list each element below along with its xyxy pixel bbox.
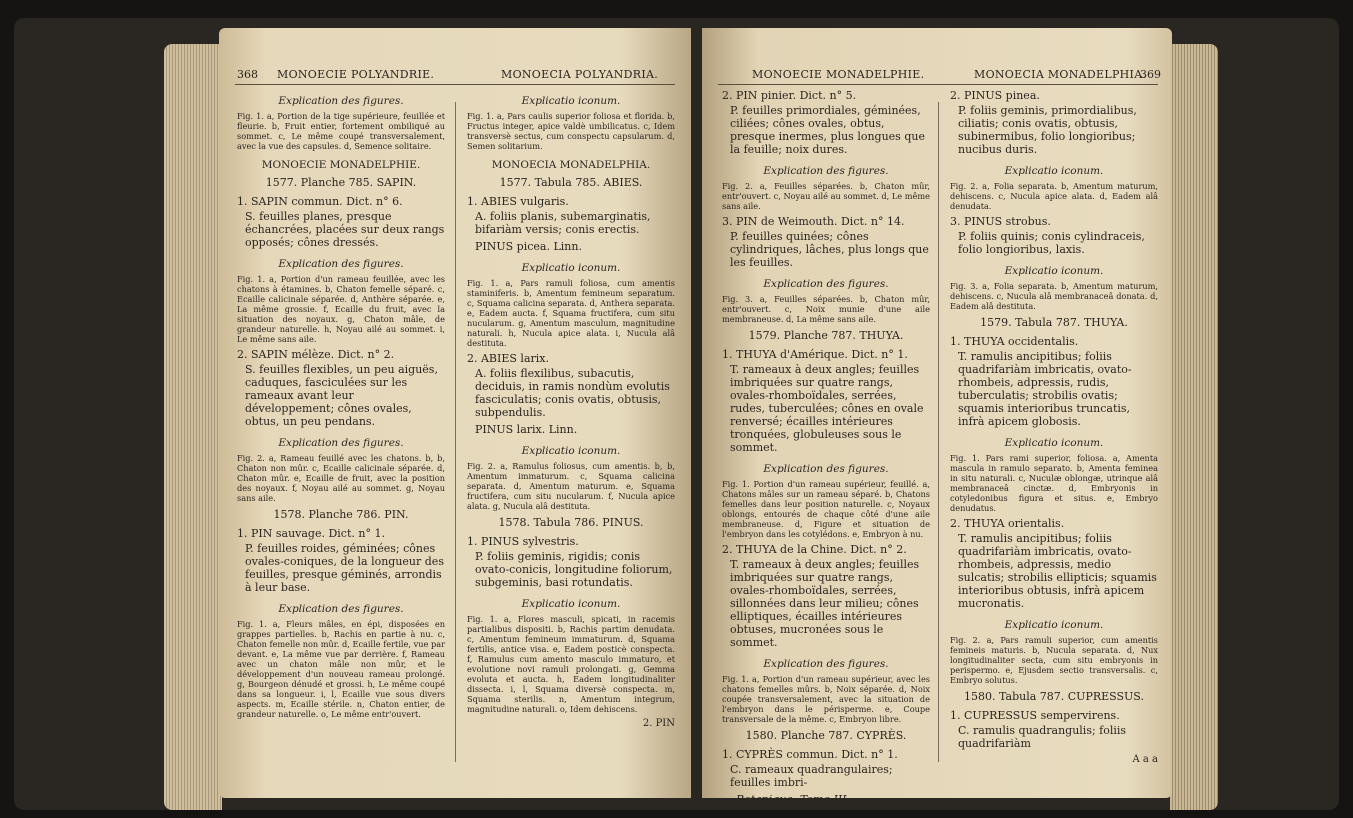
latin-column xyxy=(467,86,675,730)
entry-name: 2. PIN pinier. Dict. n° 5. xyxy=(722,89,857,102)
entry-name: 1. PINUS sylvestris. xyxy=(467,535,579,548)
synonym: PINUS larix. Linn. xyxy=(475,423,578,436)
entry-description: S. feuilles planes, presque échancrées, placées sur deux rangs opposés; cônes dressés. xyxy=(245,210,445,249)
figure-caption-heading: Explicatio iconum. xyxy=(521,445,621,457)
entry-description: C. ramulis quadrangulis; foliis quadrifariàm xyxy=(958,724,1127,750)
entry-name: 1. PIN sauvage. Dict. n° 1. xyxy=(237,527,385,540)
french-column xyxy=(722,86,930,806)
entry-description: C. rameaux quadrangulaires; feuilles imbri- xyxy=(730,763,893,789)
plate-heading: 1579. Planche 787. THUYA. xyxy=(748,329,904,342)
figure-explanation: Fig. 1. a, Pars ramuli foliosa, cum amentis staminiferis. b, Amentum femineum separatum. c, Squama calicina separata. d, Anthera separata. e, Eadem aucta. f, Squama fructifera, cum situ nucularum. g, Amentum masculum, magnitudine naturali. h, Nucula apice alata. i, Nucula alâ destituta. xyxy=(467,278,675,348)
figure-explanation: Fig. 1. a, Pars caulis superior foliosa et florida. b, Fructus integer, apice valdè umbilicatus. c, Idem transversè sectus, cum conspectu capsularum. d, Semen solitarium. xyxy=(467,111,675,151)
figure-explanation: Fig. 1. a, Portion de la tige supérieure, feuillée et fleurie. b, Fruit entier, fortement ombiliqué au sommet. c, Le même coupé transversalement, avec la vue des capsules. d, Semence solitaire. xyxy=(237,111,445,151)
figure-explanation: Fig. 1. a, Portion d'un rameau supérieur, avec les chatons femelles mûrs. b, Noix séparée. d, Noix coupée transversalement, avec la situation de l'embryon dans le périsperme. e, Coupe transversale de la même. c, Embryon libre. xyxy=(722,674,930,724)
running-header-french: MONOECIE POLYANDRIE. xyxy=(277,68,435,81)
entry-description: T. rameaux à deux angles; feuilles imbriquées sur quatre rangs, ovales-rhomboïdales, serrées, rudes, tuberculées; cônes en ovale renversé; écailles intérieures tronquées, globuleuses sous le sommet. xyxy=(730,363,924,454)
plate-heading: 1577. Tabula 785. ABIES. xyxy=(499,176,643,189)
figure-caption-heading: Explicatio iconum. xyxy=(1004,437,1104,449)
entry-description: A. foliis flexilibus, subacutis, deciduis, in ramis nondùm evolutis fasciculatis; conis ovatis, obtusis, subpendulis. xyxy=(475,367,670,419)
plate-heading: 1580. Tabula 787. CUPRESSUS. xyxy=(964,690,1144,703)
entry-description: P. foliis geminis, primordialibus, ciliatis; conis ovatis, obtusis, subinermibus, folio longioribus; nucibus duris. xyxy=(958,104,1137,156)
plate-heading: 1577. Planche 785. SAPIN. xyxy=(265,176,417,189)
figure-explanation: Fig. 1. Portion d'un rameau supérieur, feuillé. a, Chatons mâles sur un rameau séparé. b, Chatons femelles dans leur position naturelle. c, Noyaux oblongs, entourés de chaque côté d'une aile membraneuse. d, Figure et situation de l'embryon dans les cotylédons. e, Embryon à nu. xyxy=(722,479,930,539)
entry-description: P. foliis geminis, rigidis; conis ovato-conicis, longitudine foliorum, subgeminis, basi rotundatis. xyxy=(475,550,673,589)
figure-explanation: Fig. 2. a, Ramulus foliosus, cum amentis. b, b, Amentum immaturum. c, Squama calicina separata. d, Amentum maturum. e, Squama fructifera, cum situ nucularum. f, Nucula apice alata. g, Nucula alâ destituta. xyxy=(467,461,675,511)
entry-description: P. feuilles quinées; cônes cylindriques, lâches, plus longs que les feuilles. xyxy=(730,230,929,269)
entry-name: 2. ABIES larix. xyxy=(467,352,549,365)
column-divider xyxy=(938,102,939,762)
header-rule xyxy=(235,84,675,85)
page-number: 369 xyxy=(1140,68,1161,81)
figure-caption-heading: Explication des figures. xyxy=(763,463,889,475)
right-page-edges xyxy=(1170,44,1218,810)
figure-explanation: Fig. 2. a, Pars ramuli superior, cum amentis femineis maturis. b, Nucula separata. d, Nux longitudinaliter secta, cum situ embryonis in perispermo. e, Ejusdem sectio transversalis. c, Embryo solutus. xyxy=(950,635,1158,685)
running-header-latin: MONOECIA MONADELPHIA. xyxy=(974,68,1147,81)
figure-explanation: Fig. 1. a, Fleurs mâles, en épi, disposées en grappes partielles. b, Rachis en partie à nu. c, Chaton femelle non mûr. d, Ecaille fertile, vue par devant. e, La même vue par derrière. f, Rameau avec un chaton mâle non mûr, et le développement d'un nouveau rameau prolongé. g, Bourgeon dénudé et grossi. h, Le même coupé dans sa longueur. i, l, Ecaille vue sous divers aspects. m, Ecaille stérile. n, Chaton entier, de grandeur naturelle. o, Le même entr'ouvert. xyxy=(237,619,445,719)
entry-name: 2. SAPIN mélèze. Dict. n° 2. xyxy=(237,348,395,361)
figure-caption-heading: Explicatio iconum. xyxy=(1004,265,1104,277)
page-number: 368 xyxy=(237,68,258,81)
entry-description: S. feuilles flexibles, un peu aiguës, caduques, fasciculées sur les rameaux avant leur développement; cônes ovales, obtus, un peu pendans. xyxy=(245,363,438,428)
figure-explanation: Fig. 1. Pars rami superior, foliosa. a, Amenta mascula in ramulo separato. b, Amenta feminea in situ naturali. c, Nuculæ oblongæ, utrinque alâ membranaceâ cinctæ. d, Embryonis in cotyledonibus figura et situs. e, Embryo denudatus. xyxy=(950,453,1158,513)
footer-volume: Botanique. Tome III. xyxy=(736,793,850,806)
entry-name: 3. PIN de Weimouth. Dict. n° 14. xyxy=(722,215,905,228)
section-heading: MONOECIE MONADELPHIE. xyxy=(261,159,421,171)
running-header-french: MONOECIE MONADELPHIE. xyxy=(752,68,925,81)
french-column xyxy=(237,86,445,723)
latin-column xyxy=(950,86,1158,766)
entry-description: T. ramulis ancipitibus; foliis quadrifariàm imbricatis, ovato-rhombeis, adpressis, medio sulcatis; strobilis ellipticis; squamis interioribus obtusis, infrà apicem mucronatis. xyxy=(958,532,1157,610)
right-page xyxy=(702,28,1172,806)
entry-name: 1. THUYA occidentalis. xyxy=(950,335,1079,348)
figure-caption-heading: Explication des figures. xyxy=(763,658,889,670)
figure-caption-heading: Explication des figures. xyxy=(278,603,404,615)
running-header-latin: MONOECIA POLYANDRIA. xyxy=(501,68,659,81)
left-page xyxy=(219,28,691,798)
entry-name: 3. PINUS strobus. xyxy=(950,215,1051,228)
figure-caption-heading: Explication des figures. xyxy=(278,95,404,107)
figure-explanation: Fig. 1. a, Flores masculi, spicati, in racemis partialibus dispositi. b, Rachis partim denudata. c, Amentum femineum immaturum. d, Squama fertilis, antice visa. e, Eadem posticè conspecta. f, Ramulus cum amento masculo immaturo, et evolutione novi ramuli prolongati. g, Gemma evoluta et aucta. h, Eadem longitudinaliter dissecta. i, l, Squama diversè conspecta. m, Squama sterilis. n, Amentum integrum, magnitudine naturali. o, Idem dehiscens. xyxy=(467,614,675,714)
figure-caption-heading: Explication des figures. xyxy=(278,437,404,449)
header-rule xyxy=(718,84,1158,85)
figure-explanation: Fig. 2. a, Rameau feuillé avec les chatons. b, b, Chaton non mûr. c, Ecaille calicinale séparée. d, Chaton mûr. e, Ecaille de fruit, avec la position des noyaux. f, Noyau ailé au sommet. g, Noyau sans aile. xyxy=(237,453,445,503)
figure-caption-heading: Explicatio iconum. xyxy=(1004,165,1104,177)
entry-name: 2. THUYA de la Chine. Dict. n° 2. xyxy=(722,543,907,556)
plate-heading: 1579. Tabula 787. THUYA. xyxy=(980,316,1128,329)
catchword: 2. PIN xyxy=(642,718,675,729)
entry-name: 1. CUPRESSUS sempervirens. xyxy=(950,709,1120,722)
figure-explanation: Fig. 2. a, Feuilles séparées. b, Chaton mûr, entr'ouvert. c, Noyau ailé au sommet. d, Le même sans aile. xyxy=(722,181,930,211)
figure-caption-heading: Explication des figures. xyxy=(763,278,889,290)
plate-heading: 1580. Planche 787. CYPRÈS. xyxy=(745,729,907,742)
entry-name: 1. THUYA d'Amérique. Dict. n° 1. xyxy=(722,348,908,361)
figure-caption-heading: Explicatio iconum. xyxy=(521,262,621,274)
figure-caption-heading: Explication des figures. xyxy=(763,165,889,177)
entry-name: 1. SAPIN commun. Dict. n° 6. xyxy=(237,195,403,208)
entry-description: T. ramulis ancipitibus; foliis quadrifariàm imbricatis, ovato-rhombeis, adpressis, rudis, tuberculatis; strobilis ovatis; squamis interioribus truncatis, infrà apicem globosis. xyxy=(958,350,1132,428)
entry-description: P. feuilles primordiales, géminées, ciliées; cônes ovales, obtus, presque inermes, plus longues que la feuille; noix dures. xyxy=(730,104,925,156)
entry-description: P. feuilles roides, géminées; cônes ovales-coniques, de la longueur des feuilles, presque géminés, arrondis à leur base. xyxy=(245,542,444,594)
synonym: PINUS picea. Linn. xyxy=(475,240,582,253)
entry-name: 2. PINUS pinea. xyxy=(950,89,1040,102)
section-heading: MONOECIA MONADELPHIA. xyxy=(491,159,651,171)
figure-explanation: Fig. 1. a, Portion d'un rameau feuillée, avec les chatons à étamines. b, Chaton femelle séparé. c, Ecaille calicinale séparée. d, Anthère séparée. e, La même grossie. f, Ecaille du fruit, avec la situation des noyaux. g, Chaton mâle, de grandeur naturelle. h, Noyau ailé au sommet. i, Le même sans aile. xyxy=(237,274,445,344)
entry-name: 1. ABIES vulgaris. xyxy=(467,195,569,208)
figure-explanation: Fig. 2. a, Folia separata. b, Amentum maturum, dehiscens. c, Nucula apice alata. d, Eadem alâ denudata. xyxy=(950,181,1158,211)
figure-caption-heading: Explicatio iconum. xyxy=(1004,619,1104,631)
entry-description: P. foliis quinis; conis cylindraceis, folio longioribus, laxis. xyxy=(958,230,1145,256)
figure-caption-heading: Explicatio iconum. xyxy=(521,598,621,610)
entry-name: 1. CYPRÈS commun. Dict. n° 1. xyxy=(722,748,898,761)
signature-mark: A a a xyxy=(1132,754,1158,765)
plate-heading: 1578. Planche 786. PIN. xyxy=(273,508,409,521)
figure-caption-heading: Explication des figures. xyxy=(278,258,404,270)
book-spread xyxy=(14,18,1339,810)
plate-heading: 1578. Tabula 786. PINUS. xyxy=(498,516,644,529)
figure-caption-heading: Explicatio iconum. xyxy=(521,95,621,107)
column-divider xyxy=(455,102,456,762)
entry-description: A. foliis planis, subemarginatis, bifariàm versis; conis erectis. xyxy=(475,210,651,236)
entry-description: T. rameaux à deux angles; feuilles imbriquées sur quatre rangs, ovales-rhomboïdales, serrées, sillonnées dans leur milieu; cônes elliptiques, écailles intérieures obtuses, mucronées sous le sommet. xyxy=(730,558,920,649)
entry-name: 2. THUYA orientalis. xyxy=(950,517,1065,530)
left-page-edges xyxy=(164,44,222,810)
figure-explanation: Fig. 3. a, Feuilles séparées. b, Chaton mûr, entr'ouvert. c, Noix munie d'une aile membraneuse. d, La même sans aile. xyxy=(722,294,930,324)
figure-explanation: Fig. 3. a, Folia separata. b, Amentum maturum, dehiscens. c, Nucula alâ membranaceâ donata. d, Eadem alâ destituta. xyxy=(950,281,1158,311)
